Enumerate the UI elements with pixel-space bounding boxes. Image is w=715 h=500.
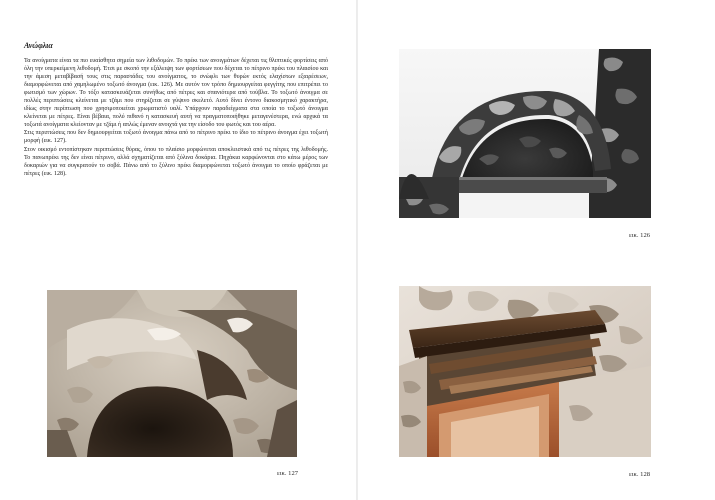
- figure-126-photo: [399, 49, 651, 218]
- figure-128-caption: εικ. 128: [629, 471, 651, 478]
- stone-arch-lintel-photo-icon: [399, 49, 651, 218]
- wooden-lintel-door-photo-icon: [399, 286, 651, 457]
- section-title: Ανώφλια: [24, 41, 53, 50]
- stone-arched-opening-photo-icon: [47, 290, 297, 457]
- body-text: [24, 57, 328, 178]
- figure-126-caption: εικ. 126: [629, 232, 651, 239]
- page-gutter: [356, 0, 358, 500]
- paragraph-2: Στις περιπτώσεις που δεν δημιουργείται τοξωτό άνοιγμα πάνω από το πέτρινο πρέκι το ίδιο το πέτρινο άνοιγμα έχει τοξωτή μορφή (εικ. 127).: [24, 130, 328, 145]
- paragraph-1: Τα ανοίγματα είναι τα πιο ευαίσθητα σημεία των λιθοδομών. Το πρέκι των ανοιγμάτων δέχεται τις θλιπτικές φορτίσεις από όλη την υπερκείμενη λιθοδομή. Έτσι με σκοπό την εξάλειψη των φορτίσεων που δέχεται το πέτρινο πρέκι του πλαισίου και την άμεση μεταβίβασή τους στις παραστάδες του ανοίγματος, το σνώφλι των θυρών εκτός ελαχίστων εξαιρέσεων, διαμορφώνεται από χαμηλωμένο τοξωτό άνοιγμα (εικ. 126). Με αυτόν τον τρόπο δημιουργείται φεγγίτης που επιτρέπει το φωτισμό των χώρων. Το τόξο κατασκευάζεται συνήθως από πέτρες και σπανιότερα από τούβλα. Το τοξωτό άνοιγμα σε πολλές περιπτώσεις κλείνεται με τζάμι που στηρίζεται σε γύψινο σκελετό. Αυτό δίνει έντονο διακοσμητικό χαρακτήρα, ιδίως στην περίπτωση που χρησιμοποιείται χρωματιστό υαλί. Υπάρχουν παραδείγματα στα οποία το τοξωτό άνοιγμα κλείνεται με πέτρες. Είναι βέβαια, πολύ πιθανό η κατασκευή αυτή να πραγματοποιήθηκε μεταγενέστερα, ενώ αρχικά τα τοξωτά ανοίγματα κλείονταν με τζάμι ή απλώς έμεναν ανοιχτά για την είσοδο του φωτός και του αέρα.: [24, 58, 328, 129]
- figure-127-caption: εικ. 127: [277, 470, 299, 477]
- figure-127-photo: [47, 290, 297, 457]
- paragraph-3: Στον οικισμό εντοπίστηκαν περιπτώσεις θύρας, όπου το πλαίσιο μορφώνεται αποκλειστικά από τις πέτρες της λιθοδομής. Το πανωπρέκι της δεν είναι πέτρινο, αλλά σχηματίζεται από ξύλινα δοκάρια. Πηχάκια καρφώνονται στο κάτω μέρος των δοκαριών για να συγκρατούν το σοβά. Πάνω από το ξύλινο πρέκι διαμορφώνεται τοξωτό άνοιγμα το οποίο φράζεται με πέτρες (εικ. 128).: [24, 146, 328, 177]
- figure-128-photo: [399, 286, 651, 457]
